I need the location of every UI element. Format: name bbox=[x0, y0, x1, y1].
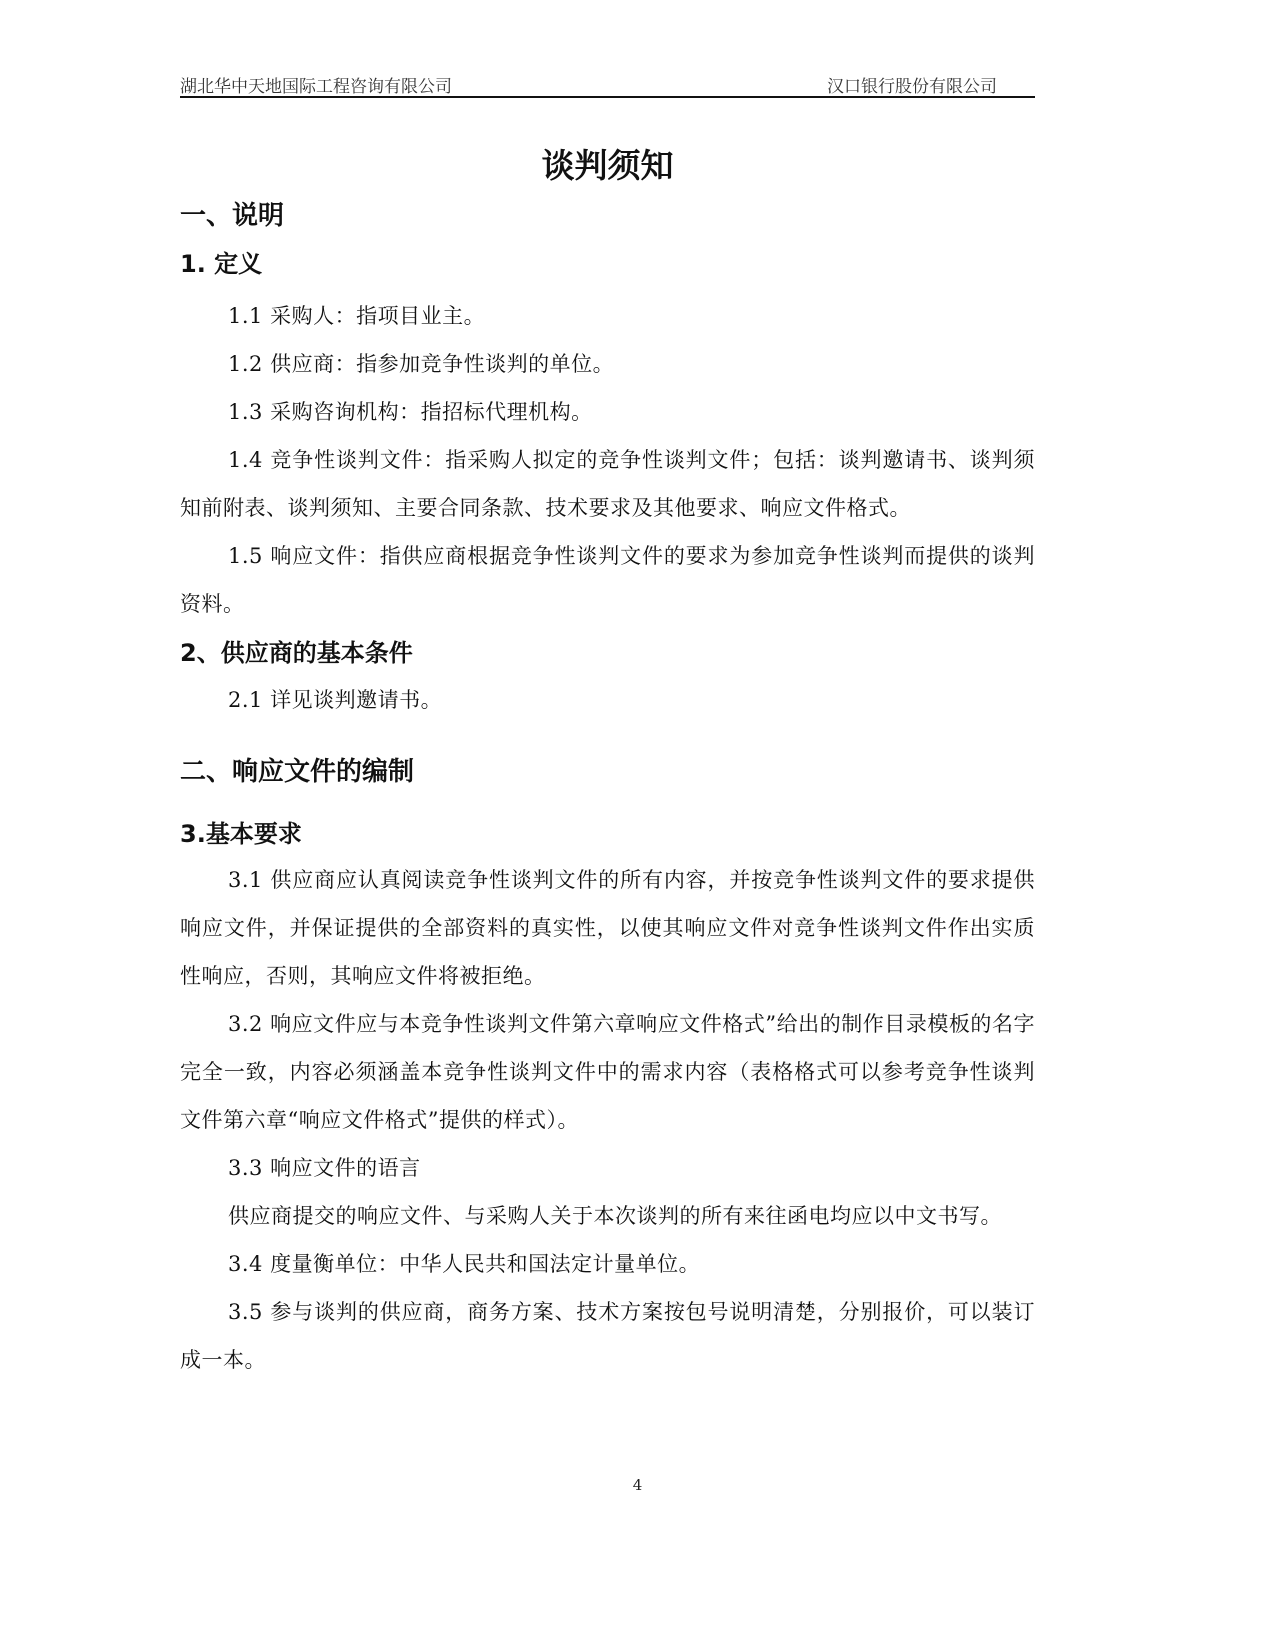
document-title: 谈判须知 bbox=[541, 146, 674, 185]
subsection-heading-supplier-conditions: 2、供应商的基本条件 bbox=[180, 639, 413, 667]
page-number: 4 bbox=[632, 1476, 643, 1494]
document-body bbox=[180, 138, 1035, 1384]
requirement-3-4: 3.4 度量衡单位：中华人民共和国法定计量单位。 bbox=[228, 1252, 701, 1276]
header-left-company: 湖北华中天地国际工程咨询有限公司 bbox=[180, 77, 452, 97]
section-heading-2: 二、响应文件的编制 bbox=[180, 757, 415, 787]
definition-1-1: 1.1 采购人：指项目业主。 bbox=[228, 304, 486, 328]
definition-1-2: 1.2 供应商：指参加竞争性谈判的单位。 bbox=[228, 352, 615, 376]
definition-1-3: 1.3 采购咨询机构：指招标代理机构。 bbox=[228, 400, 593, 424]
header-right-company: 汉口银行股份有限公司 bbox=[827, 77, 997, 97]
requirement-3-3: 3.3 响应文件的语言 bbox=[228, 1156, 421, 1180]
requirement-3-2: 3.2 响应文件应与本竞争性谈判文件第六章响应文件格式”给出的制作目录模板的名字完全一致，内容必须涵盖本竞争性谈判文件中的需求内容（表格格式可以参考竞争性谈判文件第六章“响应文件格式”提供的样式）。 bbox=[180, 1012, 1035, 1132]
requirement-3-3-detail: 供应商提交的响应文件、与采购人关于本次谈判的所有来往函电均应以中文书写。 bbox=[228, 1204, 1002, 1228]
condition-2-1: 2.1 详见谈判邀请书。 bbox=[228, 688, 443, 712]
requirement-3-1: 3.1 供应商应认真阅读竞争性谈判文件的所有内容，并按竞争性谈判文件的要求提供响应文件，并保证提供的全部资料的真实性，以使其响应文件对竞争性谈判文件作出实质性响应，否则，其响应文件将被拒绝。 bbox=[180, 868, 1035, 988]
section-heading-1: 一、说明 bbox=[180, 201, 285, 231]
requirement-3-5: 3.5 参与谈判的供应商，商务方案、技术方案按包号说明清楚，分别报价，可以装订成一本。 bbox=[180, 1300, 1035, 1372]
subsection-heading-basic-requirements: 3.基本要求 bbox=[180, 820, 302, 848]
definition-1-5: 1.5 响应文件：指供应商根据竞争性谈判文件的要求为参加竞争性谈判而提供的谈判资料。 bbox=[180, 544, 1035, 616]
page-header bbox=[180, 70, 1035, 98]
subsection-heading-definitions: 1. 定义 bbox=[180, 250, 263, 278]
definition-1-4: 1.4 竞争性谈判文件：指采购人拟定的竞争性谈判文件；包括：谈判邀请书、谈判须知前附表、谈判须知、主要合同条款、技术要求及其他要求、响应文件格式。 bbox=[180, 448, 1035, 520]
